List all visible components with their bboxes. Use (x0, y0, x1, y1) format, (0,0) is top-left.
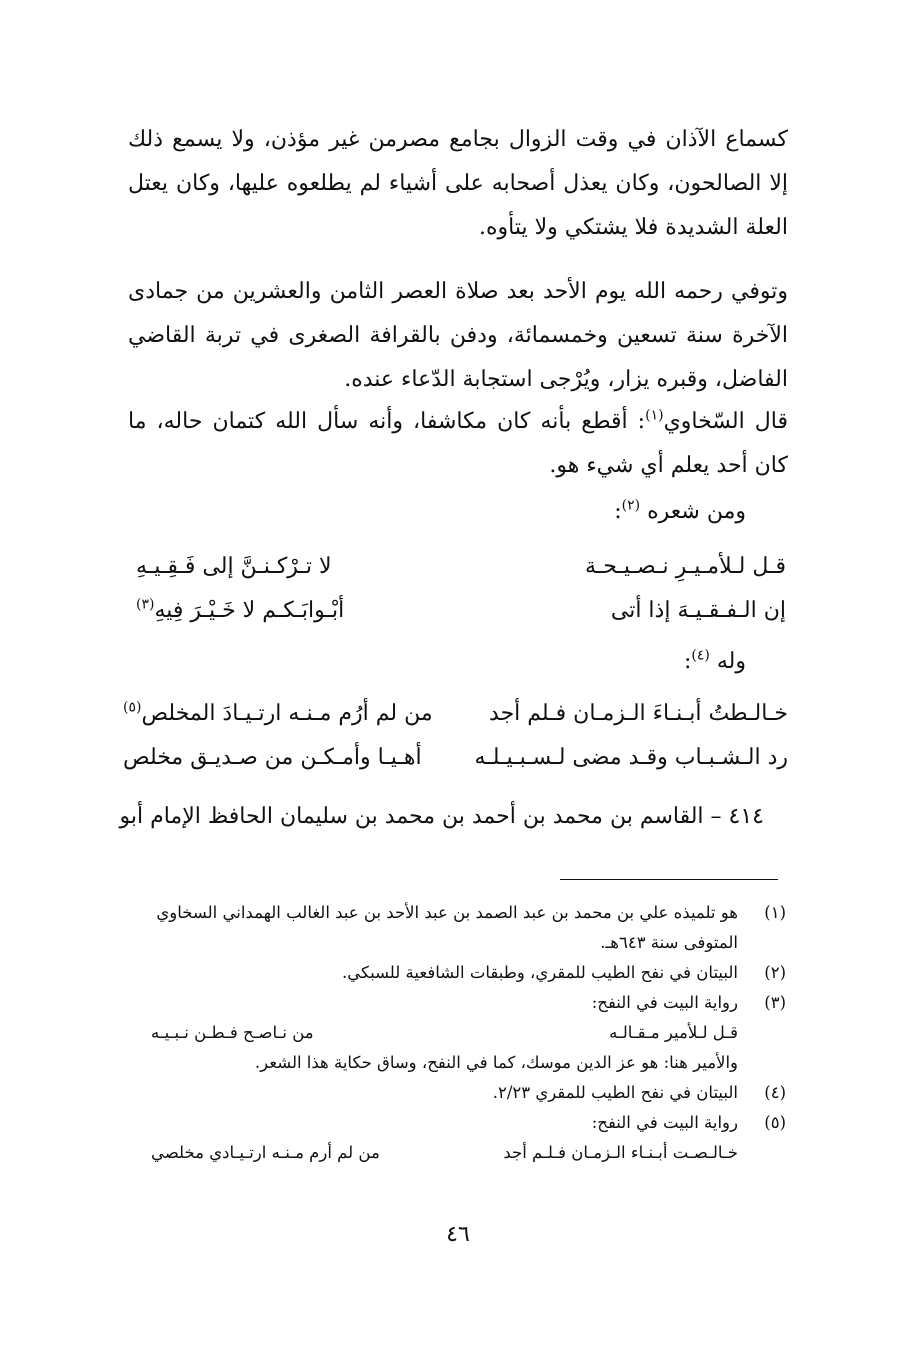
footnotes (111, 898, 786, 1168)
hemistich-second (136, 589, 344, 633)
biography-heading: ٤١٤ – القاسم بن محمد بن أحمد بن محمد بن سليمان الحافظ الإمام أبو (119, 804, 764, 829)
footnote-text: هو تلميذه علي بن محمد بن عبد الصمد بن عبد الأحد بن عبد الغالب الهمداني السخاوي (156, 903, 738, 922)
page-number: ٤٦ (446, 1222, 470, 1247)
hemistich-first: خـالـطتُ أبـنـاءَ الـزمـان فـلم أجد (489, 701, 788, 726)
paragraph-1: كسماع الآذان في وقت الزوال بجامع مصرمن غير مؤذن، ولا يسمع ذلك إلا الصالحون، وكان يعذل أصحابه على أشياء لم يطلعوه عليها، وكان يعتل العلة الشديدة فلا يشتكي ولا يتأوه. (128, 127, 788, 240)
poem-line (123, 692, 788, 736)
hemistich-second (123, 692, 433, 736)
footnote-ref-4[interactable]: (٤) (691, 647, 710, 664)
footnote-text: رواية البيت في النفح: (591, 1113, 738, 1132)
paragraph-3-start: قال السّخاوي (663, 409, 789, 434)
hemistich-first: قـل لـلأمير مـقـالـه (609, 1023, 738, 1042)
footnote-text: رواية البيت في النفح: (591, 993, 738, 1012)
poem-intro-2 (684, 640, 746, 684)
poem-line (136, 589, 786, 633)
footnote-4 (111, 1078, 786, 1108)
footnote-text: البيتان في نفح الطيب للمقري ٢/٢٣. (492, 1083, 738, 1102)
footnote-number: (٤) (764, 1083, 786, 1102)
footnote-number: (٢) (764, 963, 786, 982)
hemistich-first: خـالـصـت أبـنـاء الـزمـان فـلـم أجد (503, 1143, 738, 1162)
footnote-text: المتوفى سنة ٦٤٣هـ. (600, 933, 738, 952)
poem-2 (123, 692, 788, 780)
poem-1 (136, 545, 786, 633)
hemistich-second: من لم أرم مـنـه ارتـيـادي مخلصي (151, 1143, 380, 1162)
hemistich-second: من نـاصـح فـطـن نـبـيـه (151, 1023, 314, 1042)
poem-intro-2-colon: : (683, 649, 692, 674)
footnote-number: (١) (764, 903, 786, 922)
hemistich-second-text: من لم أرُم مـنـه ارتـيـادَ المخلص (141, 701, 433, 726)
poem-line (123, 736, 788, 780)
paragraph-3 (128, 400, 788, 488)
footnote-text: البيتان في نفح الطيب للمقري، وطبقات الشافعية للسبكي. (342, 963, 738, 982)
hemistich-first: قـل لـلأمـيـرِ نـصـيـحـة (585, 554, 786, 579)
footnote-poem (111, 1018, 738, 1048)
hemistich-first: إن الـفـقـيـهَ إذا أتى (610, 598, 786, 623)
hemistich-second-text: أبْـوابَـكـم لا خَـيْـرَ فِيهِ (154, 598, 345, 623)
poem-line (136, 545, 786, 589)
footnote-text: والأمير هنا: هو عز الدين موسك، كما في النفح، وساق حكاية هذا الشعر. (254, 1053, 738, 1072)
poem-intro-1 (86, 490, 746, 534)
footnote-ref-1[interactable]: (١) (645, 407, 664, 424)
footnote-ref-2[interactable]: (٢) (621, 497, 641, 514)
poem-intro-2-text: وله (716, 649, 746, 674)
footnote-2 (111, 958, 786, 988)
hemistich-second: لا تـرْكـنـنَّ إلى فَـقِـيـهِ (136, 554, 332, 579)
footnote-ref-3[interactable]: (٣) (136, 596, 155, 613)
footnote-1 (111, 898, 786, 958)
poem-intro-1-colon: : (614, 499, 622, 524)
paragraph-2: وتوفي رحمه الله يوم الأحد بعد صلاة العصر الثامن والعشرين من جمادى الآخرة سنة تسعين وخمسمائة، ودفن بالقرافة الصغرى في تربة القاضي الفاضل، وقبره يزار، ويُرْجى استجابة الدّعاء عنده. (128, 279, 788, 392)
footnote-ref-5[interactable]: (٥) (123, 699, 142, 716)
hemistich-second: أهـيـا وأمـكـن من صـديـق مخلص (123, 745, 422, 770)
footnote-separator (560, 879, 778, 880)
footnote-3 (111, 988, 786, 1078)
footnote-number: (٣) (764, 993, 786, 1012)
poem-intro-1-text: ومن شعره (647, 499, 746, 524)
footnote-5 (111, 1108, 786, 1168)
paragraph-3-end: : أقطع بأنه كان مكاشفا، وأنه سأل الله كتمان حاله، ما كان أحد يعلم أي شيء هو. (128, 409, 788, 478)
footnote-poem (111, 1138, 738, 1168)
footnote-number: (٥) (764, 1113, 786, 1132)
hemistich-first: رد الـشـبـاب وقـد مضى لـسـبـيـلـه (474, 745, 788, 770)
